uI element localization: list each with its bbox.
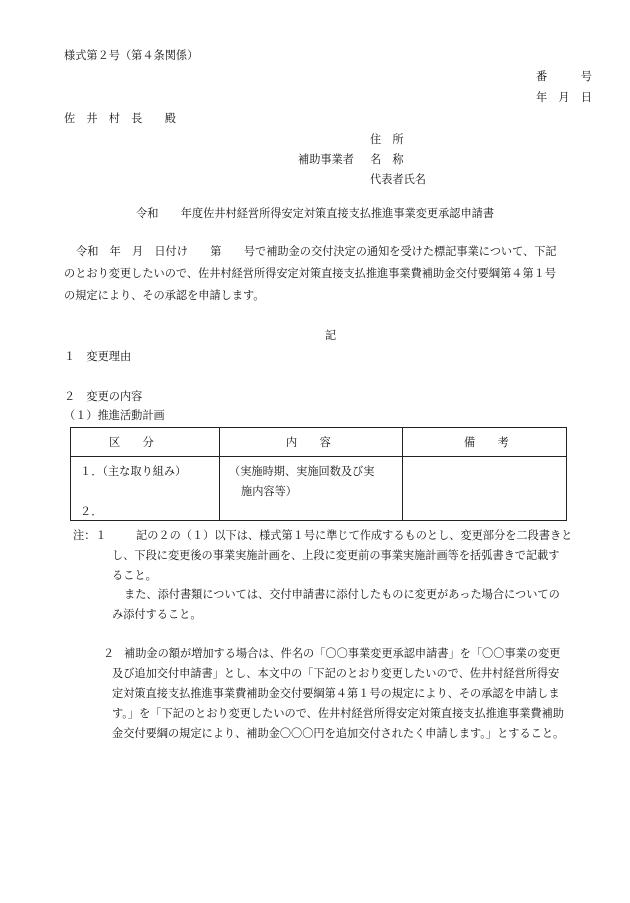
body-line-2: のとおり変更したいので、佐井村経営所得安定対策直接支払推進事業費補助金交付要綱第４第１号 (64, 267, 557, 280)
date-line: 年 月 日 (536, 91, 592, 104)
table-row1-content-line2: 施内容等） (241, 485, 297, 498)
table-header-remarks: 備 考 (464, 436, 509, 449)
note1-line: み添付すること。 (112, 608, 202, 621)
note1-line: また、添付書類については、交付申請書に添付したものに変更があった場合についての (124, 588, 560, 601)
table-header-category: 区 分 (109, 436, 154, 449)
note2-line: 定対策直接支払推進事業費補助金交付要綱第４第１号の規定により、その承認を申請しま (112, 687, 560, 700)
body-line-3: の規定により、その承認を申請します。 (64, 289, 265, 302)
document-title: 令和 年度佐井村経営所得安定対策直接支払推進事業変更承認申請書 (136, 207, 495, 220)
applicant-representative-label: 代表者氏名 (370, 173, 426, 186)
item-2-change-content: ２ 変更の内容 (64, 390, 143, 403)
item-1-change-reason: １ 変更理由 (64, 350, 132, 363)
table-column-divider (219, 428, 220, 520)
addressee: 佐 井 村 長 殿 (64, 112, 176, 125)
note1-line: 記の２の（１）以下は、様式第１号に準じて作成するものとし、変更部分を二段書きと (136, 529, 573, 542)
table-header-divider (71, 456, 566, 457)
note2-line: す。」を「下記のとおり変更したいので、佐井村経営所得安定対策直接支払推進事業費補助 (112, 707, 564, 720)
note1-line: ること。 (112, 569, 157, 582)
applicant-role-label: 補助事業者 (298, 153, 354, 166)
note2-line: 及び追加交付申請書」とし、本文中の「下記のとおり変更したいので、佐井村経営所得安 (112, 667, 560, 680)
body-line-1: 令和 年 月 日付け 第 号で補助金の交付決定の通知を受けた標記事業について、下記 (76, 245, 557, 258)
subitem-activity-plan: （１）推進活動計画 (64, 409, 165, 422)
form-number-label: 様式第２号（第４条関係） (64, 49, 199, 62)
table-row1-content-line1: （実施時期、実施回数及び実 (229, 465, 375, 478)
note-label: 注：１ (73, 529, 107, 542)
document-number-line: 番 号 (536, 70, 592, 83)
table-header-content: 内 容 (286, 436, 331, 449)
note2-line: 補助金の額が増加する場合は、件名の「〇〇事業変更承認申請書」を「〇〇事業の変更 (124, 647, 561, 660)
note1-line: し、下段に変更後の事業実施計画を、上段に変更前の事業実施計画等を括弧書きで記載す (112, 549, 560, 562)
ki-heading: 記 (325, 329, 337, 342)
note2-line: 金交付要綱の規定により、補助金〇〇〇円を追加交付されたく申請します。」とすること。 (112, 727, 565, 740)
table-row1-category: １．（主な取り組み） (80, 465, 187, 478)
table-column-divider (402, 428, 403, 520)
activity-plan-table (70, 427, 567, 521)
applicant-address-label: 住 所 (370, 133, 404, 146)
note2-number: ２ (103, 647, 115, 660)
table-row2-category: ２． (80, 505, 103, 518)
applicant-name-label: 名 称 (370, 153, 404, 166)
